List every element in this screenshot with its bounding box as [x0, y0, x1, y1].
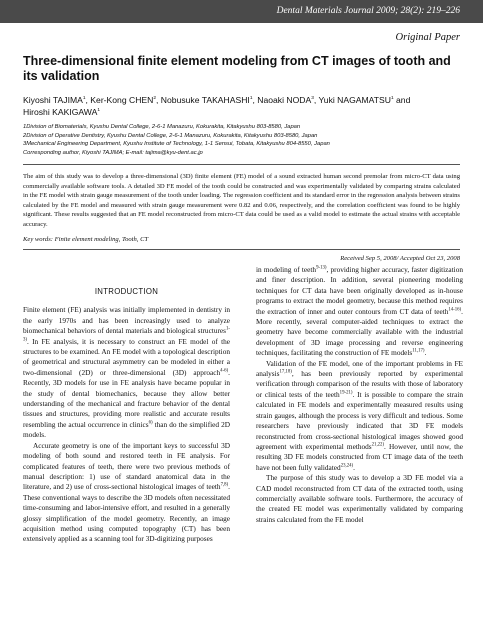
corresponding-author: Corresponding author, Kiyoshi TAJIMA; E-mail: tajima@kyu-dent.ac.jp [23, 149, 203, 156]
intro-paragraph-3: in modeling of teeth$^{9-13)}$, providing higher accuracy, faster digitization and finer description. In addition, several pioneering modeling techniques for CT data have been originally developed as in-house programs to extract the model geometry, because this method requires the extraction of inner and outer contours from CT data of teeth$^{14-16)}$. More recently, several computer-aided techniques to extract the geometry have become commercially available with the industrial development of 3D image processing and reverse engineering techniques, facilitating the construction of FE models$^{11,17)}$. [256, 265, 463, 358]
paper-title: Three-dimensional finite element modeling from CT images of tooth and its validation [23, 54, 451, 83]
journal-header-bar [0, 0, 483, 23]
keywords: Key words: Finite element modeling, Tooth, CT [23, 236, 149, 243]
abstract-bottom-rule [23, 249, 460, 250]
journal-citation: Dental Materials Journal 2009; 28(2): 219–226 [276, 6, 460, 16]
author-last: Hiroshi KAKIGAWA [23, 106, 98, 117]
intro-paragraph-5: The purpose of this study was to develop a 3D FE model via a CAD model reconstructed from CT data of the extracted tooth, using commercially available software tools. Furthermore, the accuracy of the created FE model was experimentally validated by comparing strains calculated from the FE model [256, 473, 463, 524]
abstract-top-rule [23, 164, 460, 165]
abstract-text: The aim of this study was to develop a three-dimensional (3D) finite element (FE) model of a sound extracted human second premolar from micro-CT data using commercially available software tools. A detailed 3D FE model of the tooth could be constructed and was experimentally validated by comparing strains calculated in the FE model with strain gauge measurement of the tooth under loading. The regression coefficient and its standard error in the regression analysis between strains calculated by the FE model and measured with strain gauge measurement were 0.82 and 0.06, respectively, and the correlation coefficient was found to be highly significant. These results suggested that an FE model reconstructed from micro-CT data could be used as a valid model to estimate the actual strains with acceptable accuracy. [23, 173, 460, 228]
affiliation-3: 3Mechanical Engineering Department, Kyushu Institute of Technology, 1-1 Sensui, Tobata, Kitakyushu 804-8550, Japan [23, 141, 330, 148]
affiliations [23, 123, 463, 157]
article-type-label: Original Paper [395, 32, 460, 43]
intro-paragraph-1: Finite element (FE) analysis was initially implemented in dentistry in the early 1970s and has been increasingly used to analyze biomechanical behaviors of dental materials and biological structures$^{1-3)}$. In FE analysis, it is necessary to construct an FE model of the structures to be examined. An FE model with a topological description of geometrical and structural asymmetry can be modeled in either a two-dimensional (2D) or three-dimensional (3D) approach$^{4-6)}$. Recently, 3D models for use in FE analysis have became popular in the study of dental biomechanics, because they allow better understanding of the mechanical and fracture behavior of the dental tissues and structures, providing more realistic and accurate results resembling the actual occurrence in clinics$^{6)}$ than do the simplified 2D models. [23, 305, 230, 440]
intro-paragraph-2: Accurate geometry is one of the important keys to successful 3D modeling of both sound and restored teeth in FE analysis. For complicated features of teeth, there were two previous methods of manual description: 1) use of standard anatomical data in the literature, and 2) use of cross-sectional histological images of teeth$^{7,8)}$. These conventional ways to describe the 3D models often necessitated time-consuming and labor-intensive effort, and resulted in a generally glossy simplification of the model geometry. Recently, an image acquisition method using computed topography (CT) has been extensively applied as a scanning tool for 3D-digitizing purposes [23, 440, 230, 544]
author-list: Kiyoshi TAJIMA$^1$, Ker-Kong CHEN$^2$, Nobusuke TAKAHASHI$^1$, Naoaki NODA$^3$, Yuki NAGAMATSU$^1$ and Hiroshi KAKIGAWA$^1$ [23, 95, 411, 117]
section-heading-introduction: INTRODUCTION [94, 287, 159, 296]
affiliation-2: 2Division of Operative Dentistry, Kyushu Dental College, 2-6-1 Manazuru, Kokurakita, Kitakyushu 803-8580, Japan [23, 132, 318, 139]
affiliation-1: 1Division of Biomaterials, Kyushu Dental College, 2-6-1 Manazuru, Kokurakita, Kitakyushu 803-8580, Japan [23, 124, 301, 130]
right-column [256, 265, 463, 525]
left-column [23, 265, 230, 545]
received-dates: Received Sep 5, 2008/ Accepted Oct 23, 2008 [340, 255, 460, 262]
intro-paragraph-4: Validation of the FE model, one of the important problems in FE analysis$^{17,18)}$, has been previously reported by experimental verification through comparison of the results with those of laboratory or clinical tests of the teeth$^{19-21)}$. It is possible to compare the strain calculated in FE models and experimentally measured results using strain gauges, although the process is very difficult and tedious. Some researchers have previously indicated that 3D FE models reconstructed from cross-sectional histological images showed good agreement with experimental methods$^{21,22)}$. However, until now, the resulting 3D FE models constructed from CT image data of the teeth have not been fully validated$^{23,24)}$. [256, 358, 463, 472]
